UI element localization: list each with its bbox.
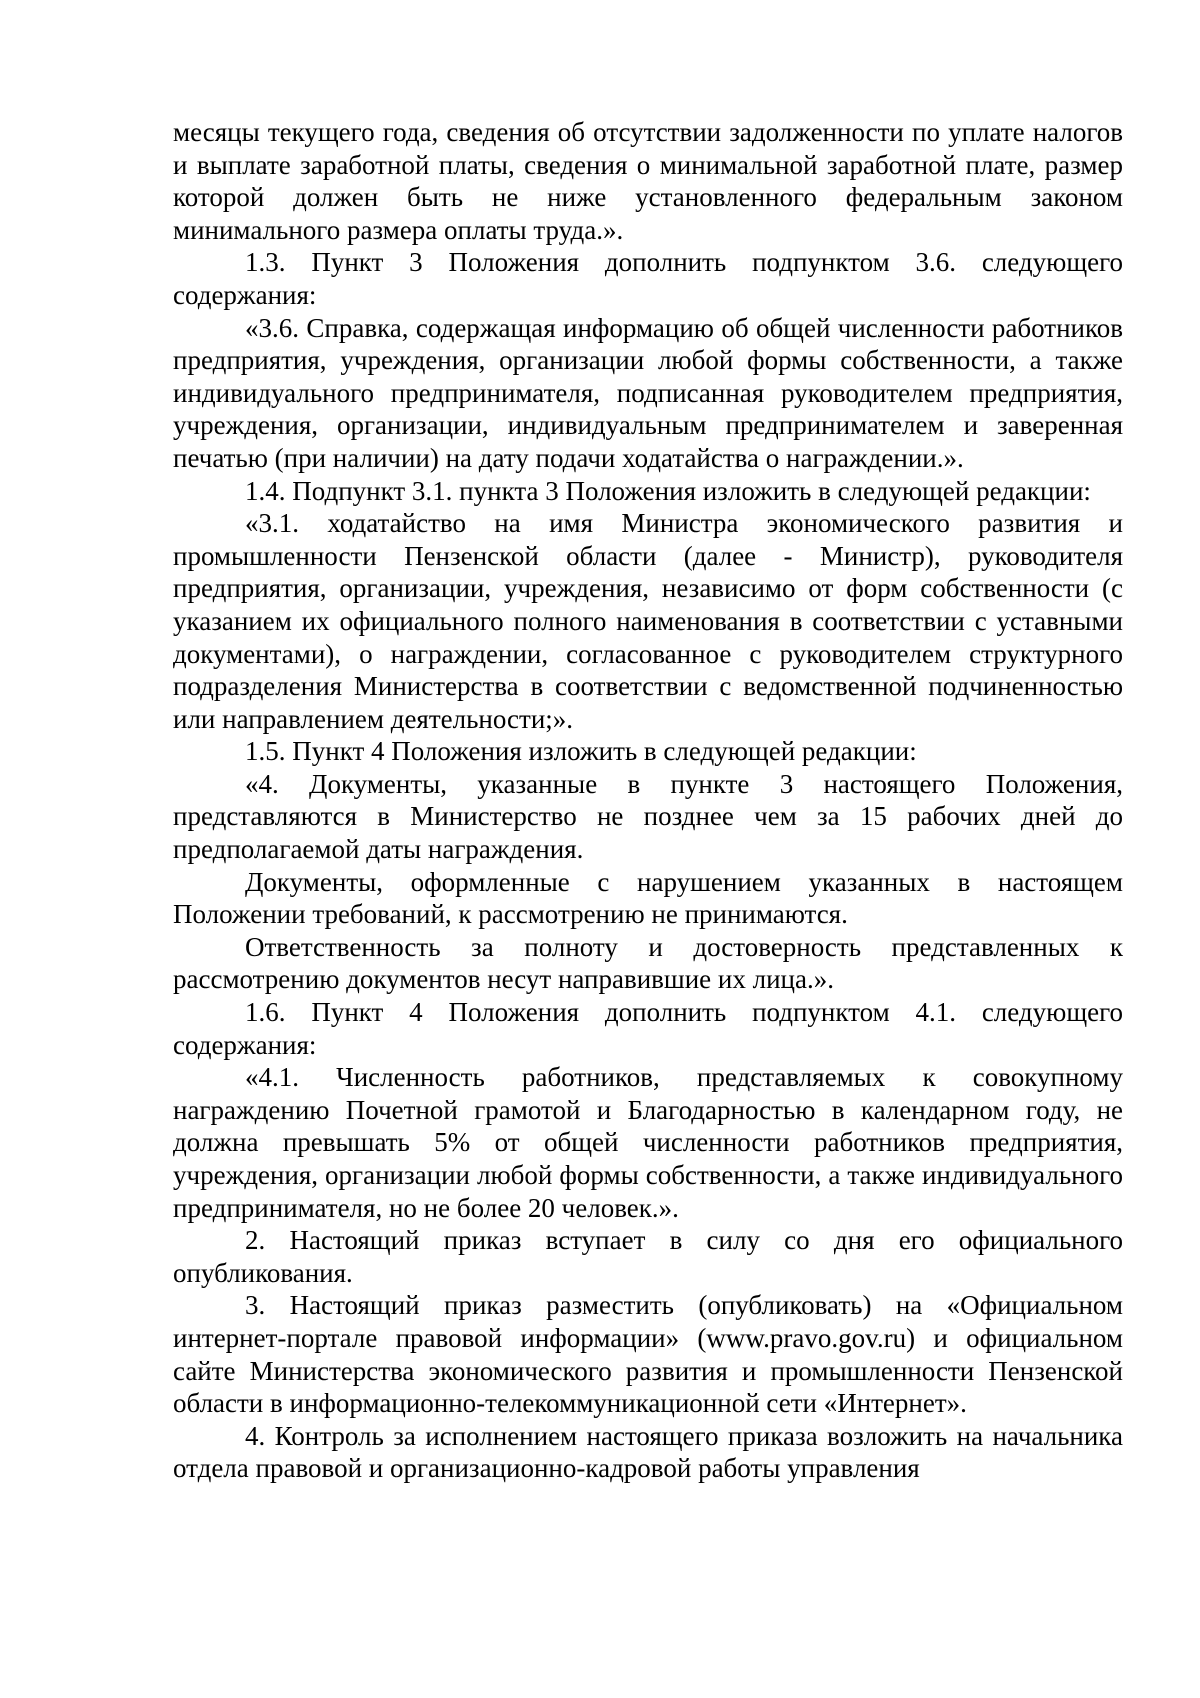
paragraph-quote-3-1: «3.1. ходатайство на имя Министра экономического развития и промышленности Пензенской области (далее - Министр), руководителя предприятия, организации, учреждения, независимо от форм собственности (с указанием их официального полного наименования в соответствии с уставными документами), о награждении, согласованное с руководителем структурного подразделения Министерства в соответствии с ведомственной подчиненностью или направлением деятельности;». [173, 508, 1123, 734]
paragraph-item-3: 3. Настоящий приказ разместить (опубликовать) на «Официальном интернет-портале правовой информации» (www.pravo.gov.ru) и официальном сайте Министерства экономического развития и промышленности Пензенской области в информационно-телекоммуникационной сети «Интернет». [173, 1290, 1123, 1419]
paragraph-quote-4-1: «4.1. Численность работников, представляемых к совокупному награждению Почетной грамотой и Благодарностью в календарном году, не должна превышать 5% от общей численности работников предприятия, учреждения, организации любой формы собственности, а также индивидуального предпринимателя, но не более 20 человек.». [173, 1062, 1123, 1223]
paragraph-item-1-4: 1.4. Подпункт 3.1. пункта 3 Положения изложить в следующей редакции: [245, 475, 1091, 506]
paragraph-responsibility: Ответственность за полноту и достоверность представленных к рассмотрению документов несут направившие их лица.». [173, 931, 1123, 995]
paragraph-item-1-6: 1.6. Пункт 4 Положения дополнить подпунктом 4.1. следующего содержания: [173, 997, 1123, 1060]
document-body [173, 116, 1123, 1485]
paragraph-item-1-5: 1.5. Пункт 4 Положения изложить в следующей редакции: [245, 736, 917, 767]
paragraph-quote-4: «4. Документы, указанные в пункте 3 настоящего Положения, представляются в Министерство не позднее чем за 15 рабочих дней до предполагаемой даты награждения. [173, 768, 1123, 865]
paragraph-documents-requirements: Документы, оформленные с нарушением указанных в настоящем Положении требований, к рассмотрению не принимаются. [173, 866, 1123, 930]
paragraph-quote-3-6: «3.6. Справка, содержащая информацию об общей численности работников предприятия, учреждения, организации любой формы собственности, а также индивидуального предпринимателя, подписанная руководителем предприятия, учреждения, организации, индивидуальным предпринимателем и заверенная печатью (при наличии) на дату подачи ходатайства о награждении.». [173, 312, 1123, 473]
paragraph-continuation: месяцы текущего года, сведения об отсутствии задолженности по уплате налогов и выплате заработной платы, сведения о минимальной заработной плате, размер которой должен быть не ниже установленного федеральным законом минимального размера оплаты труда.». [173, 117, 1123, 245]
paragraph-item-1-3: 1.3. Пункт 3 Положения дополнить подпунктом 3.6. следующего содержания: [173, 247, 1123, 310]
paragraph-item-2: 2. Настоящий приказ вступает в силу со дня его официального опубликования. [173, 1225, 1123, 1288]
paragraph-item-4: 4. Контроль за исполнением настоящего приказа возложить на начальника отдела правовой и организационно-кадровой работы управления [173, 1420, 1123, 1484]
